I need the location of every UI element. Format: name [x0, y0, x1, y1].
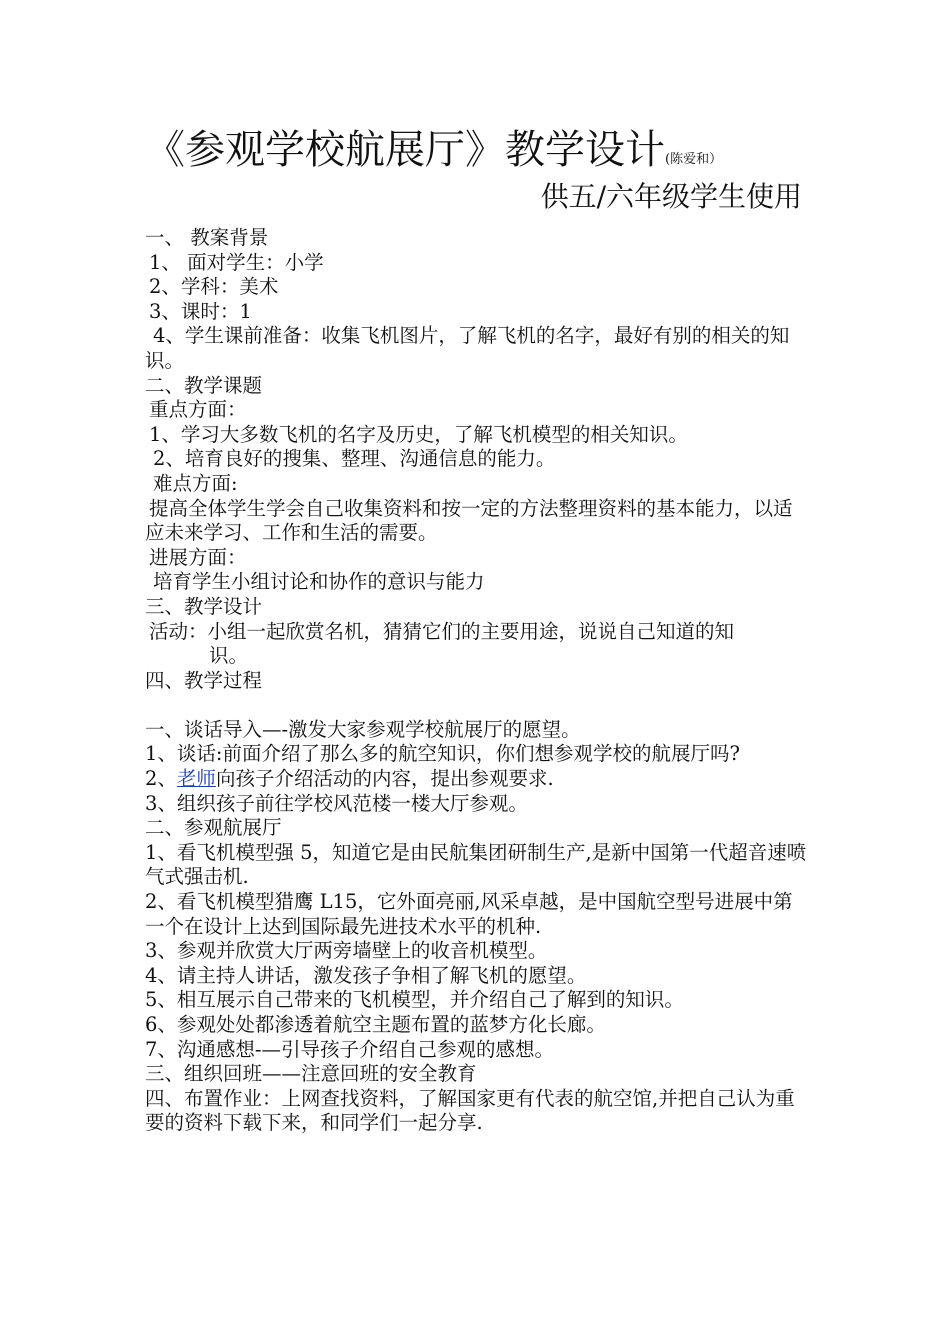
process-item: 6、参观处处都渗透着航空主题布置的蓝梦方化长廊。 [145, 1013, 606, 1036]
process-step-heading: 一、谈话导入—-激发大家参观学校航展厅的愿望。 [145, 717, 581, 741]
section-heading-process: 四、教学过程 [145, 668, 263, 692]
progress-text: 培育学生小组讨论和协作的意识与能力 [153, 570, 485, 594]
process-item-suffix: 向孩子介绍活动的内容，提出参观要求. [215, 767, 554, 791]
process-item [145, 767, 810, 792]
process-item: 5、相互展示自己带来的飞机模型，并介绍自己了解到的知识。 [145, 988, 684, 1012]
activity-line-2: 识。 [209, 644, 249, 668]
process-item: 7、沟通感想-—引导孩子介绍自己参观的感想。 [145, 1037, 554, 1061]
difficulty-label: 难点方面: [153, 471, 238, 495]
document-title [145, 124, 845, 186]
section-heading-background: 一、 教案背景 [145, 226, 269, 249]
section-heading-design: 三、教学设计 [145, 594, 263, 618]
background-item: 4、学生课前准备：收集飞机图片，了解飞机的名字，最好有别的相关的知识。 [145, 324, 790, 372]
focus-label: 重点方面： [149, 398, 247, 422]
activity-text [145, 620, 810, 669]
activity-line-1: 活动：小组一起欣赏名机，猜猜它们的主要用途，说说自己知道的知 [149, 619, 735, 643]
document-body [145, 226, 810, 1136]
homework-text: 四、布置作业：上网查找资料，了解国家更有代表的航空馆,并把自己认为重要的资料下载下来，和同学们一起分享. [145, 1086, 795, 1135]
difficulty-text: 提高全体学生学会自己收集资料和按一定的方法整理资料的基本能力，以适应未来学习、工作和生活的需要。 [145, 496, 793, 545]
process-step-heading: 三、组织回班——注意回班的安全教育 [145, 1062, 477, 1086]
focus-item: 1、学习大多数飞机的名字及历史，了解飞机模型的相关知识。 [149, 422, 688, 446]
process-step-heading: 二、参观航展厅 [145, 816, 282, 840]
title-main: 《参观学校航展厅》教学设计 [145, 127, 665, 173]
focus-item: 2、培育良好的搜集、整理、沟通信息的能力。 [153, 447, 556, 471]
teacher-link[interactable]: 老师 [176, 767, 216, 791]
background-item: 1、 面对学生：小学 [149, 250, 324, 274]
progress-label: 进展方面： [149, 545, 247, 569]
process-item-prefix: 2、 [145, 767, 177, 791]
document-subtitle: 供五/六年级学生使用 [540, 180, 802, 213]
process-item: 4、请主持人讲话，激发孩子争相了解飞机的愿望。 [145, 963, 587, 987]
background-item: 2、学科：美术 [149, 275, 279, 299]
title-author: (陈爱和） [665, 152, 723, 167]
process-item: 3、参观并欣赏大厅两旁墙壁上的收音机模型。 [145, 939, 548, 963]
blank-line [145, 693, 810, 718]
process-item: 2、看飞机模型猎鹰 L15，它外面亮丽,风采卓越，是中国航空型号进展中第一个在设计上达到国际最先进技术水平的机种. [145, 890, 793, 938]
background-item: 3、课时：1 [149, 299, 252, 323]
process-item: 1、看飞机模型强 5，知道它是由民航集团研制生产,是新中国第一代超音速喷气式强击机. [145, 840, 807, 889]
process-item: 1、谈话:前面介绍了那么多的航空知识，你们想参观学校的航展厅吗? [145, 742, 740, 766]
section-heading-topic: 二、教学课题 [145, 373, 263, 397]
process-item: 3、组织孩子前往学校风范楼一楼大厅参观。 [145, 791, 528, 815]
